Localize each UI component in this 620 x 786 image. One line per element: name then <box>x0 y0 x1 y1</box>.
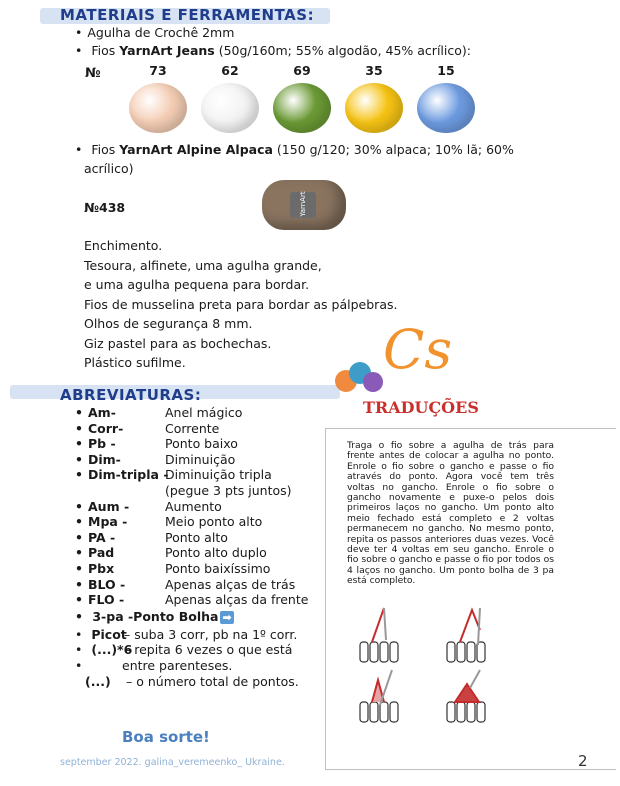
stitch-step-4 <box>447 670 485 722</box>
abbr-value: Diminuição <box>165 451 236 467</box>
logo <box>335 318 479 418</box>
abbr-value: Ponto baixíssimo <box>165 561 271 576</box>
abbr-value: Diminuição tripla <box>165 467 272 483</box>
abbr-value: Ponto alto duplo <box>165 545 267 561</box>
yarn-color-number: 35 <box>365 63 383 78</box>
abbr-key: • Am- <box>75 405 116 420</box>
extra-item: Giz pastel para as bochechas. <box>84 335 272 351</box>
abbr-key: • Dim- <box>75 452 121 467</box>
yarn-ball <box>129 83 187 133</box>
abbr-repeat-cont <box>75 658 87 673</box>
materials-title: MATERIAIS E FERRAMENTAS: <box>60 6 315 24</box>
abbr-value: Ponto alto <box>165 529 228 545</box>
page-number: 2 <box>578 752 588 770</box>
abbr-key: • Corr- <box>75 421 123 436</box>
abbr-value: Meio ponto alto <box>165 514 263 530</box>
extra-item: Fios de musselina preta para bordar as pálpebras. <box>84 296 398 312</box>
abbr-total-value: – o número total de pontos. <box>126 674 299 689</box>
hook-line: • Agulha de Crochê 2mm <box>75 25 234 40</box>
yarn-ball <box>417 83 475 133</box>
abbr-key: • Pbx <box>75 561 114 576</box>
yarn-ball <box>273 83 331 133</box>
footer-credit: september 2022. galina_veremeenko_ Ukraine. <box>60 757 285 768</box>
bobble-stitch-text: Traga o fio sobre a agulha de trás para frente antes de colocar a agulha no ponto. Enrole o fio sobre o gancho e passe o fio através do ponto. Agora você tem três voltas no gancho. Enrole o fio sobre o gancho novamente e puxe-o pelos dois primeiros laços no gancho. Um ponto alto meio fechado está completo e 2 voltas permanecem no gancho. No mesmo ponto, repita os passos anteriores duas vezes. Você deve ter 4 voltas em seu gancho. Enrole o fio sobre o gancho e passe o fio por todos os 4 laços no gancho. Um ponto bolha de 3 pa está completo. <box>347 440 554 587</box>
stitch-step-1 <box>360 608 398 662</box>
alpaca-brand: YarnArt Alpine Alpaca <box>119 142 273 157</box>
extra-item: Plástico sufilme. <box>84 355 186 370</box>
logo-initials: Cs <box>383 318 453 381</box>
yarn-color-number: 69 <box>293 63 311 78</box>
abbr-value: Apenas alças da frente <box>165 592 309 608</box>
abbr-repeat-value-2: entre parenteses. <box>122 658 233 673</box>
abbr-repeat-value: – repita 6 vezes o que está <box>124 642 293 657</box>
arrow-right-icon: ➡ <box>222 611 232 624</box>
yarn-ball <box>201 83 259 133</box>
alpaca-yarn-ball <box>262 180 346 230</box>
abbreviations-title: ABREVIATURAS: <box>60 386 202 404</box>
bobble-stitch-diagram <box>352 600 512 730</box>
abbr-key: • Pb - <box>75 436 116 451</box>
extra-item: Enchimento. <box>84 238 163 253</box>
stitch-step-3 <box>360 670 398 722</box>
good-luck: Boa sorte! <box>122 728 210 746</box>
abbr-value: (pegue 3 pts juntos) <box>165 483 292 498</box>
abbr-value: Corrente <box>165 420 220 436</box>
abbr-picot: • Picot <box>75 627 127 642</box>
abbr-total-key: (...) <box>85 674 111 689</box>
yarn-color-number: 73 <box>149 63 167 78</box>
abbr-bobble: • 3-pa -Ponto Bolha ➡ <box>75 609 234 624</box>
extra-item: Olhos de segurança 8 mm. <box>84 316 253 331</box>
jeans-line: • Fios YarnArt Jeans (50g/160m; 55% algodão, 45% acrílico): <box>75 43 471 58</box>
abbr-value: Aumento <box>165 498 222 514</box>
alpaca-line: • Fios YarnArt Alpine Alpaca (150 g/120; 30% alpaca; 10% lã; 60% <box>75 142 514 157</box>
yarn-color-number: 62 <box>221 63 239 78</box>
jeans-brand: YarnArt Jeans <box>119 43 215 58</box>
abbr-value: Anel mágico <box>165 405 243 420</box>
abbr-repeat: • (...)*6 <box>75 642 132 657</box>
extra-item: e uma agulha pequena para bordar. <box>84 277 310 292</box>
yarn-ball <box>345 83 403 133</box>
abbr-key: • Pad <box>75 545 114 560</box>
logo-text: TRADUÇÕES <box>363 398 479 417</box>
abbr-value: Apenas alças de trás <box>165 576 296 592</box>
alpaca-band-label: YarnArt <box>299 191 307 217</box>
abbr-key: • Aum - <box>75 499 129 514</box>
number-label: № <box>85 66 101 81</box>
abbr-key: • Dim-tripla - <box>75 467 169 482</box>
stitch-step-2 <box>447 608 485 662</box>
abbr-value: Ponto baixo <box>165 436 238 452</box>
extra-item: Tesoura, alfinete, uma agulha grande, <box>84 257 322 273</box>
alpaca-number: №438 <box>84 200 126 215</box>
abbr-key: • BLO - <box>75 577 125 592</box>
yarn-color-number: 15 <box>437 63 455 78</box>
abbr-key: • FLO - <box>75 592 124 607</box>
alpaca-line-2: acrílico) <box>84 161 134 176</box>
abbr-key: • Mpa - <box>75 514 127 529</box>
abbr-picot-value: – suba 3 corr, pb na 1º corr. <box>124 627 298 642</box>
abbr-key: • PA - <box>75 530 115 545</box>
